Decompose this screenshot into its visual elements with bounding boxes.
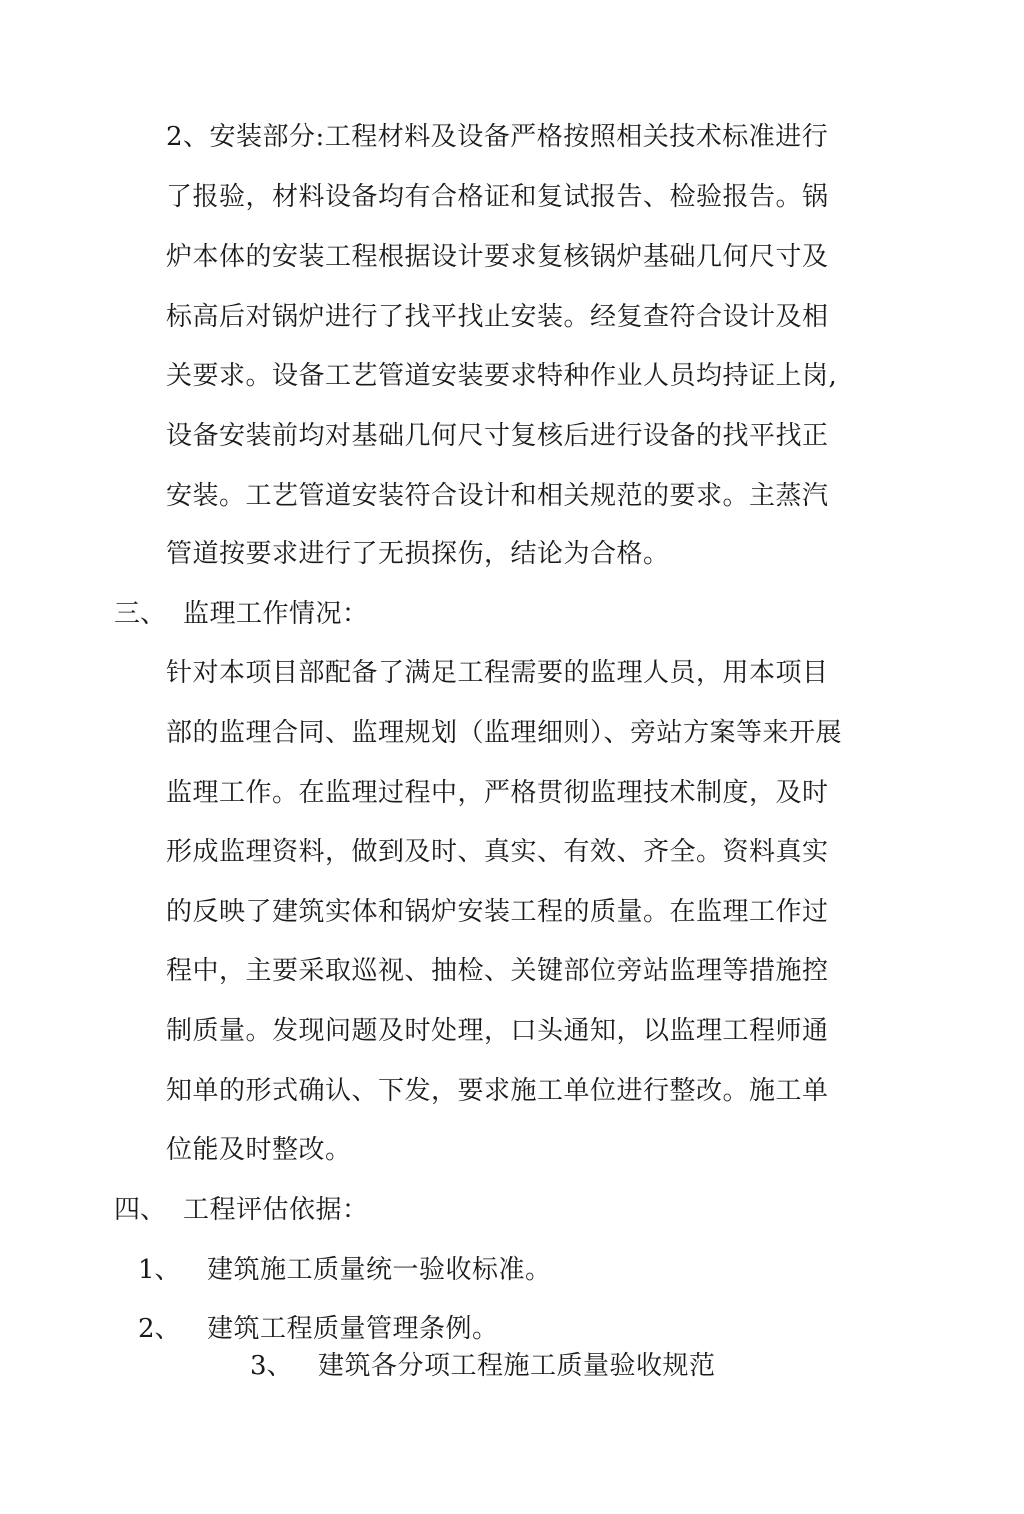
list-item-text: 建筑工程质量管理条例。 — [207, 1314, 499, 1344]
list-item-number: 2、 — [138, 1314, 181, 1344]
section-title: 工程评估依据： — [183, 1195, 369, 1225]
text-line: 位能及时整改。 — [166, 1135, 352, 1165]
text-line: 监理工作。在监理过程中，严格贯彻监理技术制度，及时 — [166, 778, 829, 808]
list-item-number: 1、 — [138, 1255, 181, 1285]
section-number: 三、 — [114, 599, 167, 629]
text-line: 2、安装部分:工程材料及设备严格按照相关技术标准进行 — [166, 122, 829, 152]
text-line: 关要求。设备工艺管道安装要求特种作业人员均持证上岗, — [166, 361, 838, 391]
text-line: 标高后对锅炉进行了找平找止安装。经复查符合设计及相 — [166, 302, 829, 332]
list-item-text: 建筑施工质量统一验收标准。 — [207, 1255, 552, 1285]
text-line: 程中，主要采取巡视、抽检、关键部位旁站监理等措施控 — [166, 956, 829, 986]
section-number: 四、 — [114, 1195, 167, 1225]
text-line: 的反映了建筑实体和锅炉安装工程的质量。在监理工作过 — [166, 897, 829, 927]
text-line: 管道按要求进行了无损探伤，结论为合格。 — [166, 539, 670, 569]
text-line: 安装。工艺管道安装符合设计和相关规范的要求。主蒸汽 — [166, 481, 829, 511]
text-line: 针对本项目部配备了满足工程需要的监理人员，用本项目 — [166, 658, 829, 688]
text-line: 设备安装前均对基础几何尺寸复核后进行设备的找平找正 — [166, 421, 829, 451]
list-item-text: 建筑各分项工程施工质量验收规范 — [318, 1351, 716, 1381]
text-line: 知单的形式确认、下发，要求施工单位进行整改。施工单 — [166, 1076, 829, 1106]
list-item-number: 3、 — [250, 1351, 293, 1381]
text-line: 了报验，材料设备均有合格证和复试报告、检验报告。锅 — [166, 182, 829, 212]
text-line: 部的监理合同、监理规划（监理细则）、旁站方案等来开展 — [166, 718, 843, 748]
text-line: 形成监理资料，做到及时、真实、有效、齐全。资料真实 — [166, 837, 829, 867]
text-line: 制质量。发现问题及时处理，口头通知，以监理工程师通 — [166, 1016, 829, 1046]
section-title: 监理工作情况： — [183, 599, 369, 629]
text-line: 炉本体的安装工程根据设计要求复核锅炉基础几何尺寸及 — [166, 242, 829, 272]
